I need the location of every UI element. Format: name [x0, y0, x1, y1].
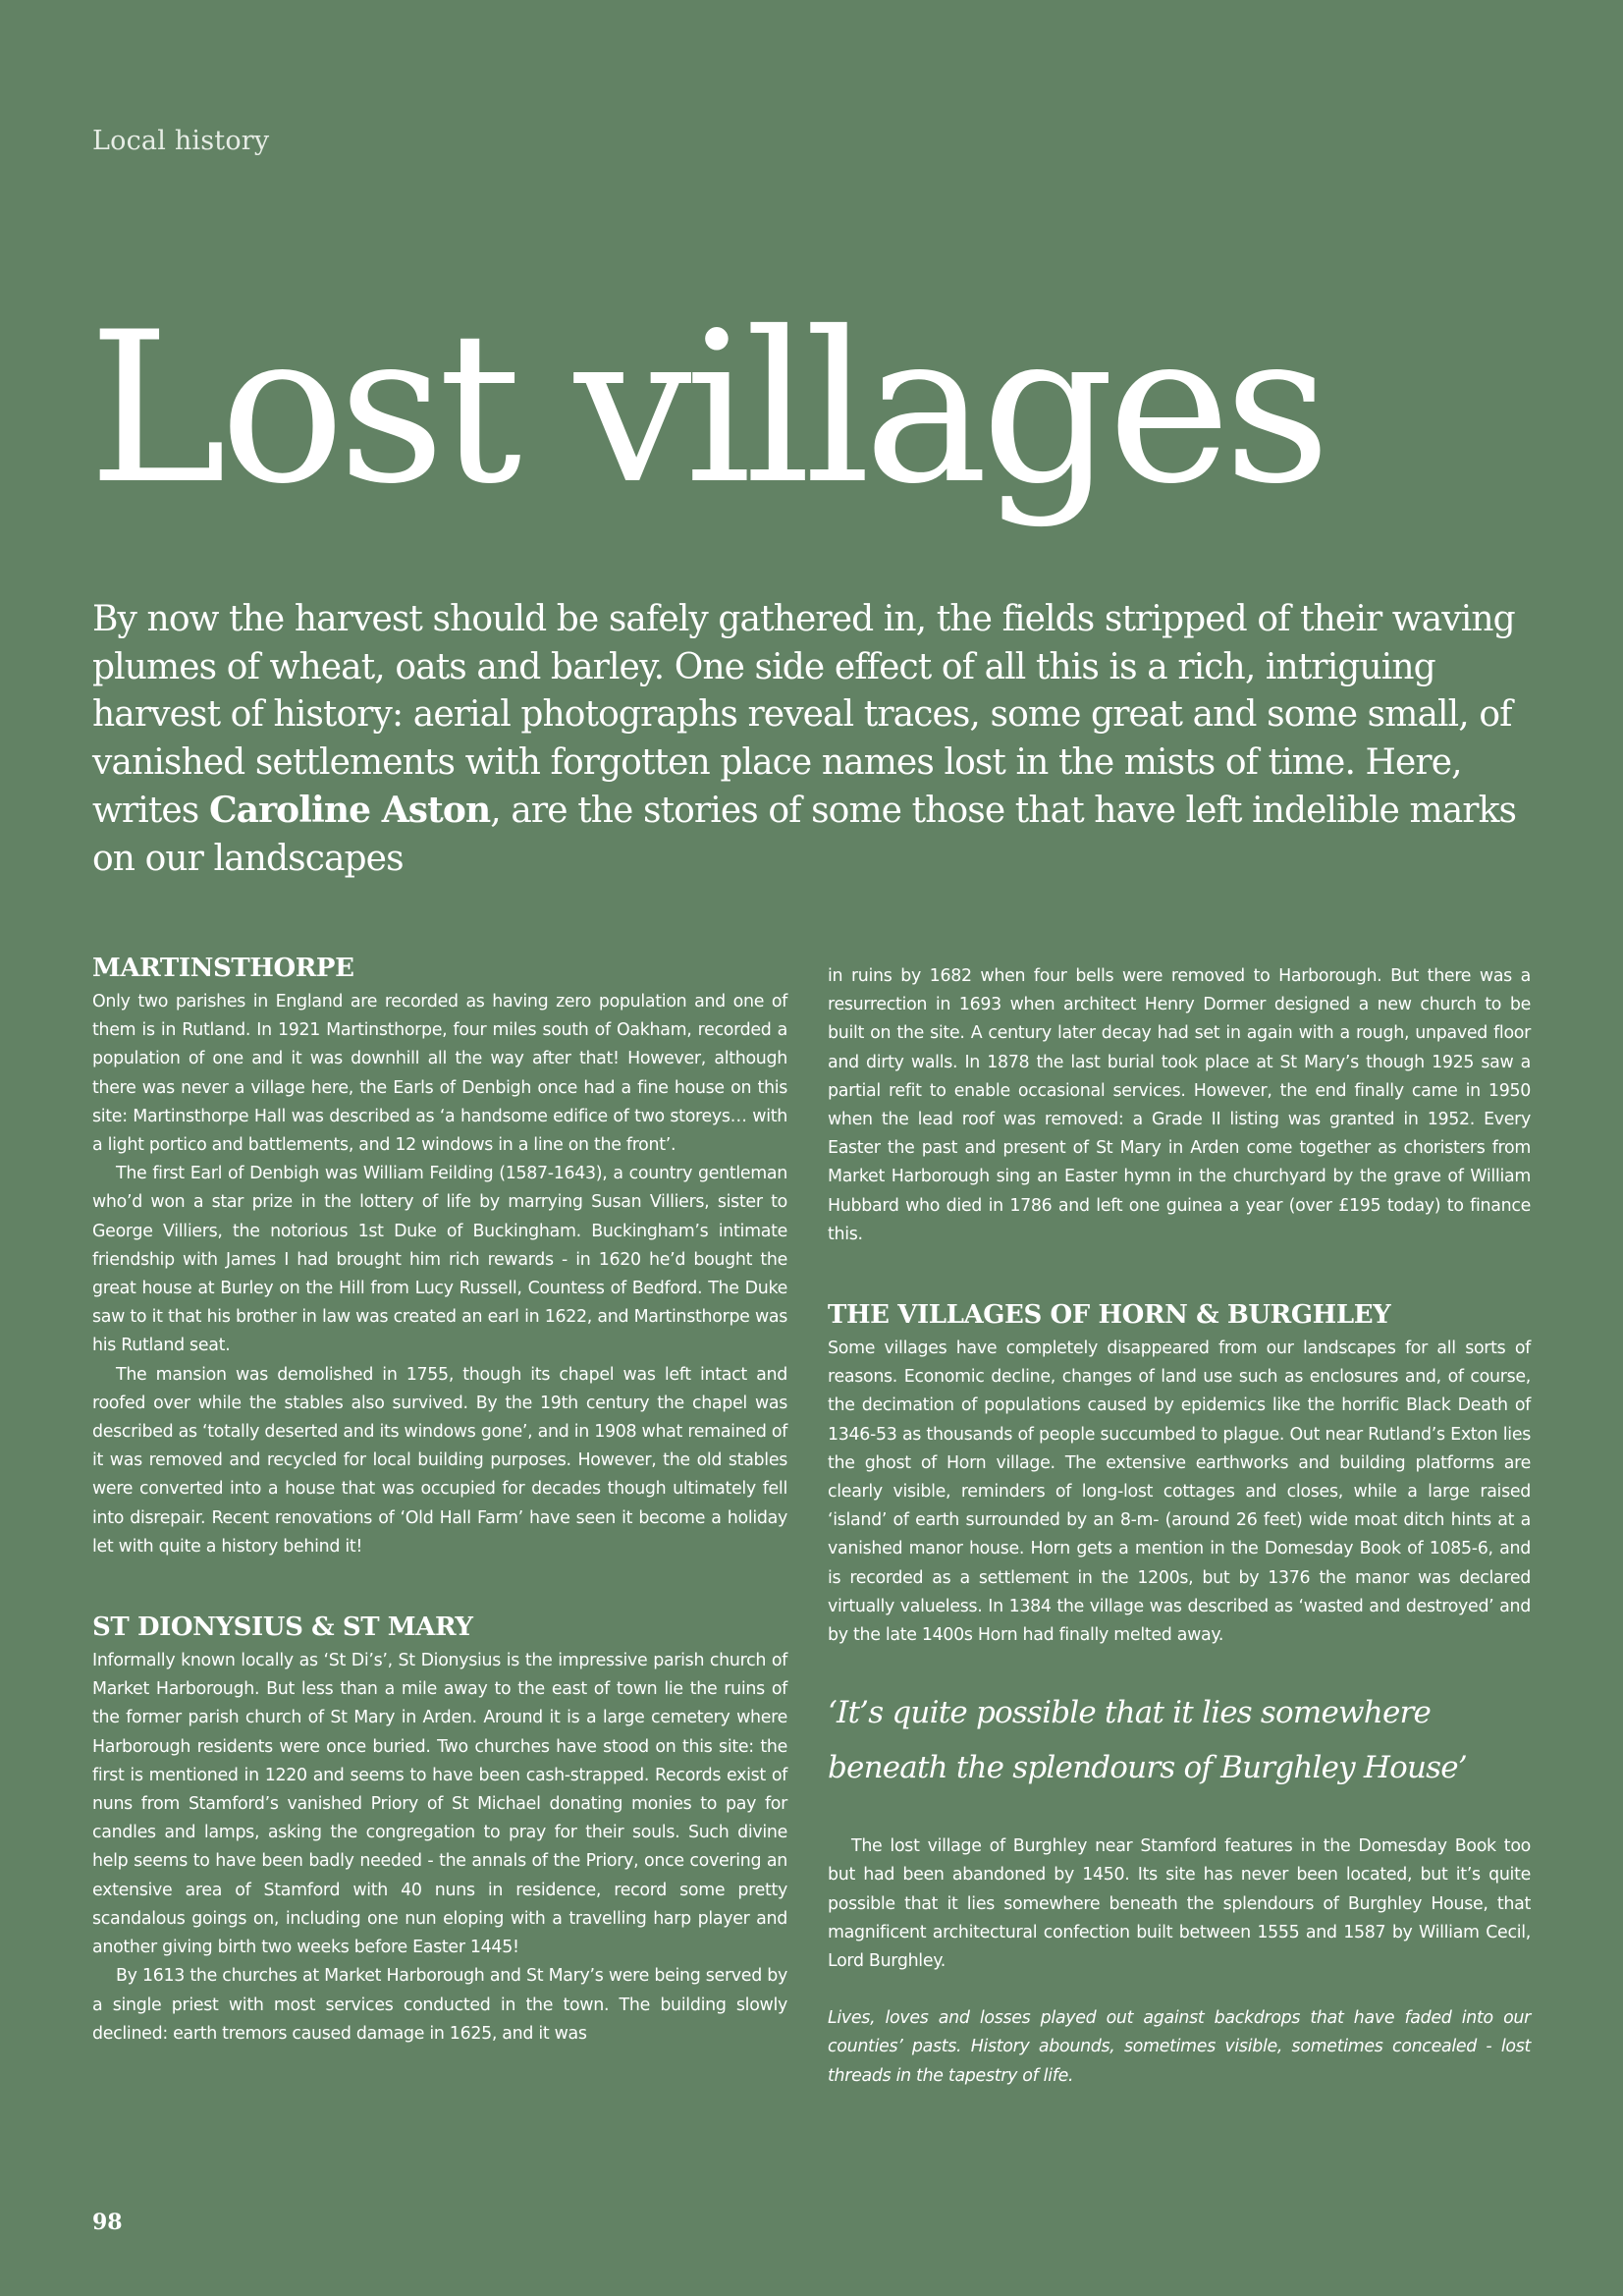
standfirst	[92, 596, 1536, 883]
right-column	[828, 962, 1531, 2091]
body-paragraph-continued: in ruins by 1682 when four bells were removed to Harborough. But there was a resurrection in 1693 when architect Henry Dormer designed a new church to be built on the site. A century later decay had set in again with a rough, unpaved floor and dirty walls. In 1878 the last burial took place at St Mary’s though 1925 saw a partial refit to enable occasional services. However, the end finally came in 1950 when the lead roof was removed: a Grade II listing was granted in 1952. Every Easter the past and present of St Mary in Arden come together as choristers from Market Harborough sing an Easter hymn in the churchyard by the grave of William Hubbard who died in 1786 and left one guinea a year (over £195 today) to finance this.	[828, 966, 1531, 1244]
section-gap	[92, 1561, 787, 1610]
body-paragraph: The lost village of Burghley near Stamford features in the Domesday Book too but had been abandoned by 1450. Its site has never been located, but it’s quite possible that it lies somewhere beneath the splendours of Burghley House, that magnificent architectural confection built between 1555 and 1587 by William Cecil, Lord Burghley.	[828, 1836, 1531, 1972]
body-paragraph: By 1613 the churches at Market Harborough and St Mary’s were being served by a single priest with most services conducted in the town. The building slowly declined: earth tremors caused damage in 1625, and it was	[92, 1966, 787, 2044]
body-paragraph: Only two parishes in England are recorded as having zero population and one of them is in Rutland. In 1921 Martinsthorpe, four miles south of Oakham, recorded a population of one and it was downhill all the way after that! However, although there was never a village here, the Earls of Denbigh once had a fine house on this site: Martinsthorpe Hall was described as ‘a handsome edifice of two storeys… with a light portico and battlements, and 12 windows in a line on the front’.	[92, 992, 787, 1156]
left-column	[92, 951, 787, 2049]
pull-quote: ‘It’s quite possible that it lies somewhere beneath the splendours of Burghley House’	[828, 1695, 1467, 1786]
body-paragraph: Some villages have completely disappeared from our landscapes for all sorts of reasons. Economic decline, changes of land use such as enclosures and, of course, the decimation of populations caused by epidemics like the horrific Black Death of 1346-53 as thousands of people succumbed to plague. Out near Rutland’s Exton lies the ghost of Horn village. The extensive earthworks and building platforms are clearly visible, reminders of long-lost cottages and closes, while a large raised ‘island’ of earth surrounded by an 8-m- (around 26 feet) wide moat ditch hints at a vanished manor house. Horn gets a mention in the Domesday Book of 1085-6, and is recorded as a settlement in the 1200s, but by 1376 the manor was declared virtually valueless. In 1384 the village was described as ‘wasted and destroyed’ and by the late 1400s Horn had finally melted away.	[828, 1339, 1531, 1646]
standfirst-text-end: , are the stories of some those that have left indelible marks on our landscapes	[92, 791, 1517, 879]
author-name: Caroline Aston	[208, 790, 491, 831]
article-title: Lost villages	[88, 287, 1325, 529]
section-label: Local history	[92, 126, 270, 156]
closing-paragraph: Lives, loves and losses played out against backdrops that have faded into our counties’ pasts. History abounds, sometimes visible, sometimes concealed - lost threads in the tapestry of life.	[828, 2008, 1531, 2086]
body-paragraph: The mansion was demolished in 1755, though its chapel was left intact and roofed over while the stables also survived. By the 19th century the chapel was described as ‘totally deserted and its windows gone’, and in 1908 what remained of it was removed and recycled for local building purposes. However, the old stables were converted into a house that was occupied for decades though ultimately fell into disrepair. Recent renovations of ‘Old Hall Farm’ have seen it become a holiday let with quite a history behind it!	[92, 1364, 787, 1557]
section-heading-martinsthorpe: MARTINSTHORPE	[92, 954, 354, 983]
standfirst-text: By now the harvest should be safely gathered in, the fields stripped of their waving plumes of wheat, oats and barley. One side effect of all this is a rich, intriguing harvest of history: aerial photographs reveal traces, some great and some small, of vanished settlements with forgotten place names lost in the mists of time. Here, writes	[92, 599, 1515, 831]
body-paragraph: The first Earl of Denbigh was William Feilding (1587-1643), a country gentleman who’d won a star prize in the lottery of life by marrying Susan Villiers, sister to George Villiers, the notorious 1st Duke of Buckingham. Buckingham’s intimate friendship with James I had brought him rich rewards - in 1620 he’d bought the great house at Burley on the Hill from Lucy Russell, Countess of Bedford. The Duke saw to it that his brother in law was created an earl in 1622, and Martinsthorpe was his Rutland seat.	[92, 1164, 787, 1356]
section-heading-st-dionysius: ST DIONYSIUS & ST MARY	[92, 1613, 473, 1643]
page-number: 98	[92, 2210, 123, 2235]
section-heading-horn-burghley: THE VILLAGES OF HORN & BURGHLEY	[828, 1300, 1391, 1331]
body-paragraph: Informally known locally as ‘St Di’s’, St Dionysius is the impressive parish church of Market Harborough. But less than a mile away to the east of town lie the ruins of the former parish church of St Mary in Arden. Around it is a large cemetery where Harborough residents were once buried. Two churches have stood on this site: the first is mentioned in 1220 and seems to have been cash-strapped. Records exist of nuns from Stamford’s vanished Priory of St Michael donating monies to pay for candles and lamps, asking the congregation to pray for their souls. Such divine help seems to have been badly needed - the annals of the Priory, once covering an extensive area of Stamford with 40 nuns in residence, record some pretty scandalous goings on, including one nun eloping with a travelling harp player and another giving birth two weeks before Easter 1445!	[92, 1651, 787, 1958]
section-gap	[828, 1249, 1531, 1297]
